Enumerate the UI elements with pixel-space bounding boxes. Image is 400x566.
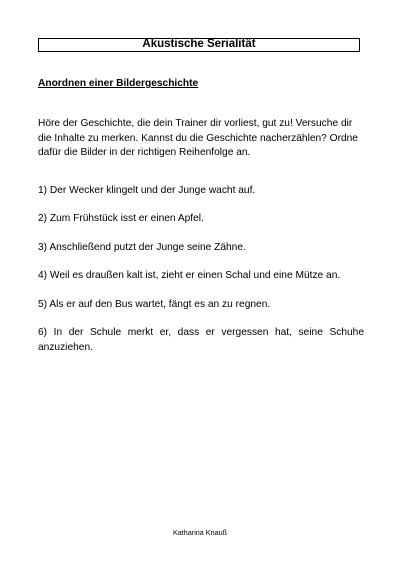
page-footer: Katharina Knauß [173,528,227,537]
list-item-3: 3) Anschließend putzt der Junge seine Zähne. [38,242,246,253]
list-item-6: 6) In der Schule merkt er, dass er vergessen hat, seine Schuhe anzuziehen. [38,327,364,353]
intro-paragraph: Höre der Geschichte, die dein Trainer dir vorliest, gut zu! Versuche dir die Inhalte zu merken. Kannst du die Geschichte nacherzählen? Ordne dafür die Bilder in der richtigen Reihenfolge an. [38,118,358,158]
document-title: Akustische Serialität [38,38,360,52]
list-item-1: 1) Der Wecker klingelt und der Junge wacht auf. [38,185,256,196]
list-item-4: 4) Weil es draußen kalt ist, zieht er einen Schal und eine Mütze an. [38,270,341,281]
list-item-5: 5) Als er auf den Bus wartet, fängt es an zu regnen. [38,299,271,310]
section-subtitle: Anordnen einer Bildergeschichte [38,78,199,89]
list-item-2: 2) Zum Frühstück isst er einen Apfel. [38,213,204,224]
